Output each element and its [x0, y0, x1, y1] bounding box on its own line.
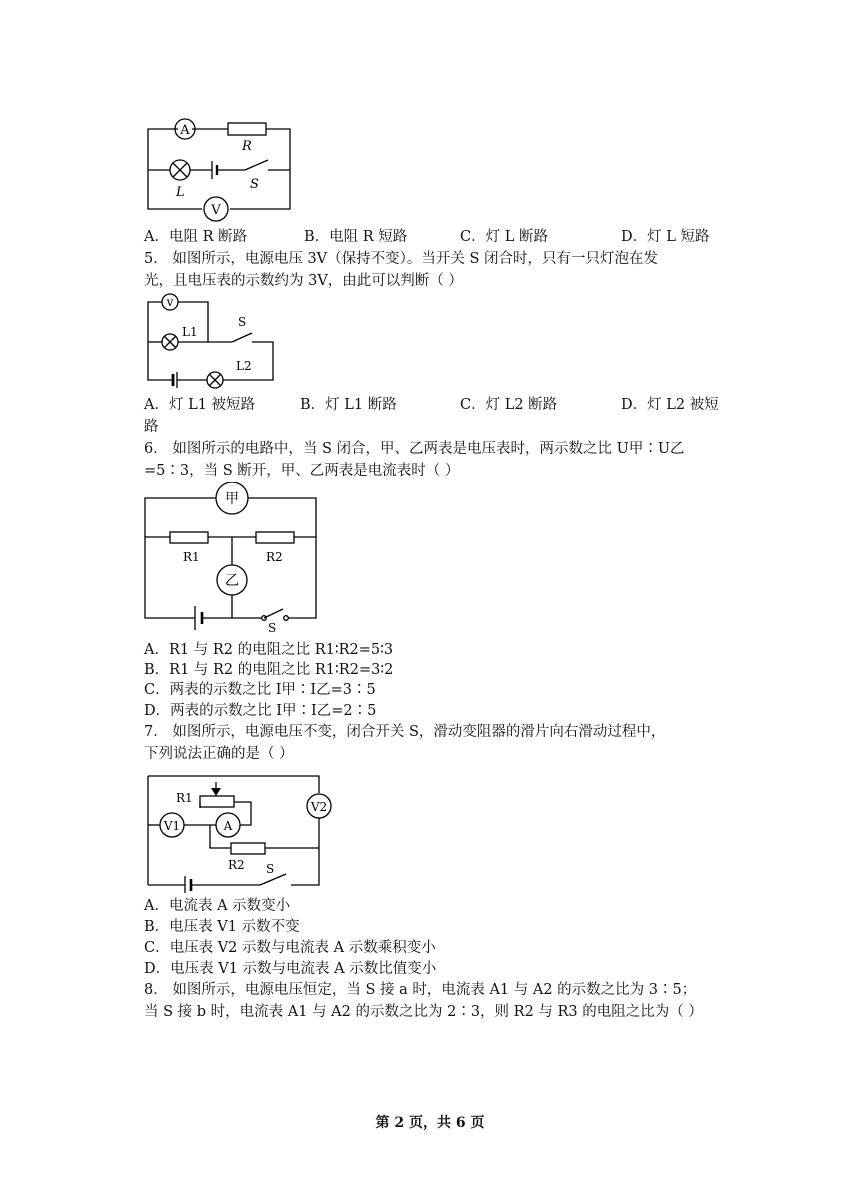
switch-label: S: [238, 315, 247, 329]
r2-label: R2: [228, 858, 245, 872]
meter-yi-label: 乙: [225, 573, 239, 589]
ammeter-label: A: [223, 819, 233, 833]
lamp-label: L: [176, 185, 185, 200]
q4-option-b: B．电阻 R 短路: [304, 229, 408, 245]
q5-circuit-diagram: [140, 290, 290, 390]
voltmeter-label: v: [166, 295, 174, 309]
q7-stem-line-1: 7． 如图所示，电源电压不变，闭合开关 S，滑动变阻器的滑片向右滑动过程中，: [144, 724, 666, 740]
q8-stem-line-2: 当 S 接 b 时，电流表 A1 与 A2 的示数之比为 2∶3，则 R2 与 R3 的电阻之比为（ ）: [144, 1004, 703, 1020]
lamp1-label: L1: [182, 325, 198, 339]
r1-label: R1: [183, 550, 200, 564]
q7-stem-line-2: 下列说法正确的是（ ）: [144, 746, 294, 762]
q5-option-d: D．灯 L2 被短: [621, 397, 719, 413]
q5-option-d-wrap: 路: [144, 419, 159, 435]
meter-jia-label: 甲: [225, 491, 239, 507]
q5-options: [144, 395, 724, 415]
ammeter-label: A: [180, 123, 190, 138]
q4-options: [144, 227, 724, 247]
q6-circuit-diagram: [140, 482, 325, 632]
q6-option-a: A．R1 与 R2 的电阻之比 R1∶R2=5∶3: [144, 642, 394, 658]
resistor-label: R: [242, 139, 252, 154]
q4-option-c: C．灯 L 断路: [460, 229, 548, 245]
q5-option-b: B．灯 L1 断路: [300, 397, 397, 413]
switch-label: S: [266, 862, 275, 876]
r1-label: R1: [176, 791, 193, 805]
q5-stem-line-2: 光，且电压表的示数约为 3V，由此可以判断（ ）: [144, 273, 463, 289]
q6-option-d: D．两表的示数之比 I甲∶I乙=2∶5: [144, 703, 377, 719]
q7-option-c: C．电压表 V2 示数与电流表 A 示数乘积变小: [144, 940, 436, 956]
lamp2-label: L2: [236, 359, 252, 373]
v1-label: V1: [163, 819, 181, 833]
r2-label: R2: [266, 550, 283, 564]
q7-option-a: A．电流表 A 示数变小: [144, 898, 291, 914]
switch-label: S: [268, 621, 277, 632]
q6-stem-line-2: =5∶3，当 S 断开，甲、乙两表是电流表时（ ）: [144, 463, 460, 479]
q7-option-b: B．电压表 V1 示数不变: [144, 919, 300, 935]
q5-option-a: A．灯 L1 被短路: [144, 397, 256, 413]
q6-option-c: C．两表的示数之比 I甲∶I乙=3∶5: [144, 682, 376, 698]
switch-label: S: [250, 177, 259, 192]
v2-label: V2: [310, 800, 328, 814]
q5-option-c: C．灯 L2 断路: [460, 397, 558, 413]
q6-stem-line-1: 6． 如图所示的电路中，当 S 闭合，甲、乙两表是电压表时，两示数之比 U甲∶U乙: [144, 441, 685, 457]
q7-circuit-diagram: [140, 768, 340, 893]
q4-circuit-diagram: [140, 112, 300, 222]
voltmeter-label: V: [211, 203, 221, 218]
q7-option-d: D．电压表 V1 示数与电流表 A 示数比值变小: [144, 961, 437, 977]
page-footer: 第 2 页，共 6 页: [375, 1115, 485, 1131]
q4-option-d: D．灯 L 短路: [621, 229, 710, 245]
q4-option-a: A．电阻 R 断路: [144, 229, 248, 245]
q8-stem-line-1: 8． 如图所示，电源电压恒定，当 S 接 a 时，电流表 A1 与 A2 的示数之比为 3∶5；: [144, 982, 697, 998]
q5-stem-line-1: 5． 如图所示，电源电压 3V（保持不变）。当开关 S 闭合时，只有一只灯泡在发: [144, 251, 659, 267]
q6-option-b: B．R1 与 R2 的电阻之比 R1∶R2=3∶2: [144, 662, 394, 678]
